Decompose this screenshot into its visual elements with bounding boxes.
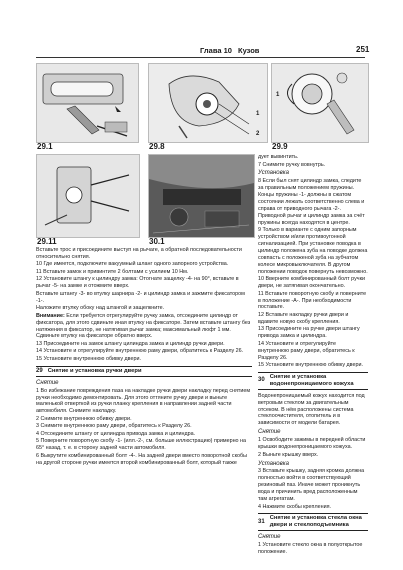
paragraph: 14 Установите и отрегулируйте внутреннюю раму двери, обратитесь к Разделу 26.	[258, 340, 355, 361]
left-column	[36, 247, 252, 467]
section-number: 29	[36, 367, 43, 374]
section-number: 31	[258, 518, 265, 525]
paragraph: 6 Выкрутите комбинированный болт -4-. На задней двери вместо поворотной скобы на другой стороне ручки имеется второй комбинированный болт, который также	[36, 452, 247, 466]
paragraph: 15 Установите внутреннюю обивку двери.	[36, 355, 141, 362]
figure-29-9-image	[271, 63, 369, 143]
paragraph: 3 Снимите внутреннюю раму двери, обратитесь к Разделу 26.	[36, 423, 192, 430]
lock-rod-illustration	[37, 155, 139, 237]
figure-29-8-image	[148, 63, 268, 143]
section-number: 30	[258, 377, 265, 384]
paragraph: 13 Присоедините на ручке двери штангу привода замка и цилиндра.	[258, 326, 360, 340]
paragraph: 12 Установите штангу к цилиндру замка: Отогнате защелку -4- на 90°, вставьте в рычаг -5- на замке и отожмите вверх.	[36, 276, 239, 290]
figure-29-11-image	[36, 154, 140, 238]
paragraph: Вставьте штангу -3- во втулку шарнира -2- и цилиндр замка и зажмите фиксатором -1-.	[36, 290, 245, 304]
figure-30-1-image	[148, 154, 255, 238]
page-header	[0, 44, 403, 58]
paragraph: 11 Вставьте замок и привинтите 2 болтами с усилием 10 Нм.	[36, 268, 189, 275]
section-title: Снятие и установка стекла окна двери и стеклоподъемника	[269, 515, 362, 529]
paragraph: 15 Установите внутреннюю обивку двери.	[258, 362, 363, 369]
paragraph: 11 Вставьте поворотную скобу и поверните в положение -А-. При необходимости поставьте.	[258, 290, 367, 311]
lock-cylinder-illustration	[149, 64, 267, 142]
paragraph: 1 Установите стекло окна в полуоткрытое положение.	[258, 542, 363, 556]
figure-caption-29-1: 29.1	[37, 142, 53, 151]
paragraph: Водонепроницаемый кожух находится под ветровым стеклом за двигательным отсеком. В нём расположены система стеклоочистителя, отопитель и в зависимости от модели батарея.	[258, 392, 365, 427]
paragraph: 3 Вставьте крышку, задняя кромка должна полностью войти в соответствующий резиновый паз. Иначе может проникнуть вода и причинить вред расположенным там агрегатам.	[258, 468, 365, 503]
engine-bay-photo	[149, 155, 254, 237]
section-title: Снятие и установка водонепроницаемого кожуха	[269, 373, 354, 387]
paragraph: 10 Где имеется, подключите вакуумный шланг одного запорного устройства.	[36, 261, 229, 268]
figure-caption-30-1: 30.1	[149, 237, 165, 246]
subheading: Снятие	[258, 429, 281, 436]
paragraph: 9 Только в варианте с одним запорным устройством и/или противоугонной сигнализацией. При установке поводка в цилиндр положена зуба на поводке должна совпасть с положеной зуба на зубчатом колесе микровыключателя. В другом положении поводок повернуть невозможно.	[258, 227, 368, 275]
note-text: Если требуется отрегулируйте ручку замка, отсоедините цилиндр от фиксатора, для этого сдвиньте иная втулку на фиксаторе. Затем вставьте штангу без натяжения в фиксатор, не натягивая рычаг замка; максимальный люфт 1 мм. Сдвиньте втулку на фиксаторе обратно вверх.	[36, 312, 251, 340]
subheading: Снятие	[36, 379, 59, 386]
callout-29-8-1: 1	[256, 111, 260, 117]
callout-29-9-1: 1	[276, 92, 280, 98]
paragraph: дует вывинтить.	[258, 154, 299, 160]
chapter-label: Глава 10	[200, 46, 232, 55]
door-handle-removal-illustration	[37, 64, 138, 142]
lock-spring-illustration	[272, 64, 368, 142]
page-number: 251	[356, 45, 370, 54]
note-paragraph	[36, 313, 252, 341]
header-rule	[36, 57, 365, 58]
paragraph: Вставьте трос и присоедините выступ на рычаге, а обратной последовательности относительно снятия.	[36, 247, 242, 260]
section-heading-30	[258, 372, 368, 390]
paragraph: 4 Нажмите скобы крепления.	[258, 503, 332, 510]
paragraph: 1 Во избежание повреждения паза на накладке ручки двери накладку перед снятием ручки необходимо демонтировать. Для этого оттяните ручку двери и выньте маленькой отверткой из ручки планку крепления в направлении задней части автомобиля. Снимите накладку.	[36, 387, 251, 415]
subheading: Установка	[258, 170, 289, 177]
paragraph: 13 Присоедините на замок штангу цилиндра замка и цилиндр ручки двери.	[36, 340, 225, 347]
paragraph: 12 Вставьте накладку ручки двери и вдавите новую скобу крепления.	[258, 311, 349, 325]
subheading: Снятие	[258, 534, 281, 541]
right-column	[258, 154, 368, 557]
paragraph: 4 Отсоедините штангу от цилиндра привода замка и цилиндра.	[36, 430, 196, 437]
paragraph: Наложите втулку обоку над штангой и защелкните.	[36, 305, 165, 312]
paragraph: 10 Вверните комбинированный болт ручки двери, не затягивая окончательно.	[258, 276, 365, 290]
figure-caption-29-11: 29.11	[37, 237, 57, 246]
chapter-heading	[200, 46, 263, 55]
figure-caption-29-9: 29.9	[272, 142, 288, 151]
subheading: Установка	[258, 460, 289, 467]
section-title: Снятие и установка ручки двери	[47, 367, 142, 374]
section-heading-29	[36, 366, 252, 377]
figure-29-1-image	[36, 63, 139, 143]
paragraph: 5 Поверните поворотную скобу -1- (илл.-2-, см. больше иллюстрацию) примерно на 65° назад, т. е. в сторону задней части автомобиля.	[36, 438, 247, 452]
paragraph: 1 Освободите зажимы в передней области крышки водонепроницаемого кожуха.	[258, 437, 366, 451]
paragraph: 2 Снимите внутреннюю обивку двери.	[36, 415, 132, 422]
chapter-title: Кузов	[238, 46, 260, 55]
paragraph: 14 Установите и отрегулируйте внутреннюю раму двери, обратитесь к Разделу 26.	[36, 348, 244, 355]
paragraph: 7 Снимите ручку вовнутрь.	[258, 161, 326, 168]
figure-caption-29-8: 29.8	[149, 142, 165, 151]
paragraph: 2 Выньте крышку вверх.	[258, 451, 319, 458]
callout-29-8-2: 2	[256, 131, 260, 137]
note-label: Внимание:	[36, 312, 65, 319]
paragraph: 8 Если был снят цилиндр замка, следите за правильным положением пружины. Концы пружины -1- должны в сжатом состоянии лежать соответственно слева и справа от приводного рычага -2-. Приводной рычаг и цилиндр замка за счёт пружины всегда находятся в центре.	[258, 178, 365, 226]
section-heading-31	[258, 513, 368, 531]
